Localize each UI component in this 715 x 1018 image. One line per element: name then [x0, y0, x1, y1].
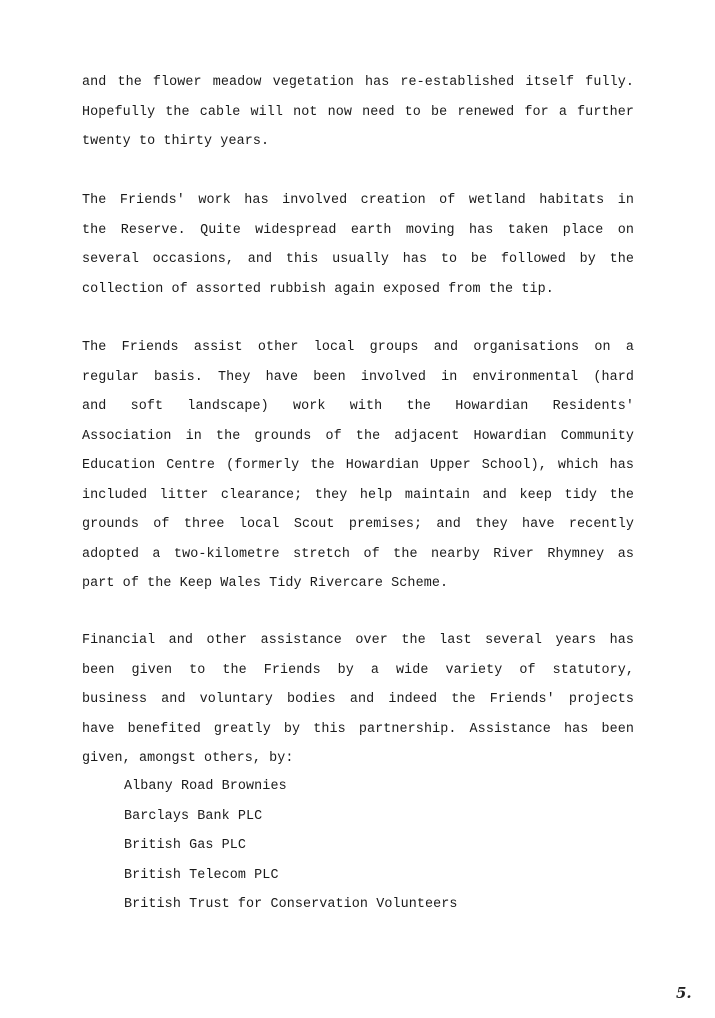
text-line: grounds of three local Scout premises; and they have recently	[82, 517, 634, 532]
list-item: British Gas PLC	[124, 838, 247, 853]
list-item: Barclays Bank PLC	[124, 808, 263, 824]
text-line: and soft landscape) work with the Howardian Residents'	[82, 399, 634, 414]
text-line: and the flower meadow vegetation has re-established itself fully.	[82, 75, 634, 90]
text-line: Education Centre (formerly the Howardian Upper School), which has	[82, 458, 634, 473]
text-line: regular basis. They have been involved in environmental (hard	[82, 369, 634, 385]
list-item: British Telecom PLC	[124, 867, 279, 883]
paragraph-wetland	[82, 186, 634, 304]
text-line: Financial and other assistance over the last several years has	[82, 633, 634, 648]
text-line: been given to the Friends by a wide variety of statutory,	[82, 662, 634, 678]
text-line: given, amongst others, by:	[82, 751, 294, 766]
text-line: part of the Keep Wales Tidy Rivercare Scheme.	[82, 576, 449, 591]
text-line: The Friends assist other local groups and organisations on a	[82, 340, 634, 355]
text-line: The Friends' work has involved creation of wetland habitats in	[82, 193, 634, 208]
paragraph-local-groups	[82, 333, 634, 599]
text-line: adopted a two-kilometre stretch of the nearby River Rhymney as	[82, 546, 634, 562]
text-line: several occasions, and this usually has to be followed by the	[82, 252, 634, 267]
text-line: have benefited greatly by this partnership. Assistance has been	[82, 721, 634, 737]
text-line: collection of assorted rubbish again exposed from the tip.	[82, 281, 554, 297]
paragraph-assistance	[82, 626, 634, 774]
text-line: the Reserve. Quite widespread earth moving has taken place on	[82, 222, 634, 238]
text-line: Hopefully the cable will not now need to be renewed for a further	[82, 104, 634, 120]
text-line: business and voluntary bodies and indeed the Friends' projects	[82, 692, 634, 707]
list-item: Albany Road Brownies	[124, 779, 287, 794]
page-number: 5.	[676, 984, 692, 1002]
paragraph-cable	[82, 68, 634, 157]
list-item: British Trust for Conservation Volunteers	[124, 897, 458, 912]
supporters-list	[124, 772, 458, 920]
text-line: twenty to thirty years.	[82, 134, 270, 149]
text-line: Association in the grounds of the adjacent Howardian Community	[82, 428, 634, 444]
text-line: included litter clearance; they help maintain and keep tidy the	[82, 487, 634, 503]
